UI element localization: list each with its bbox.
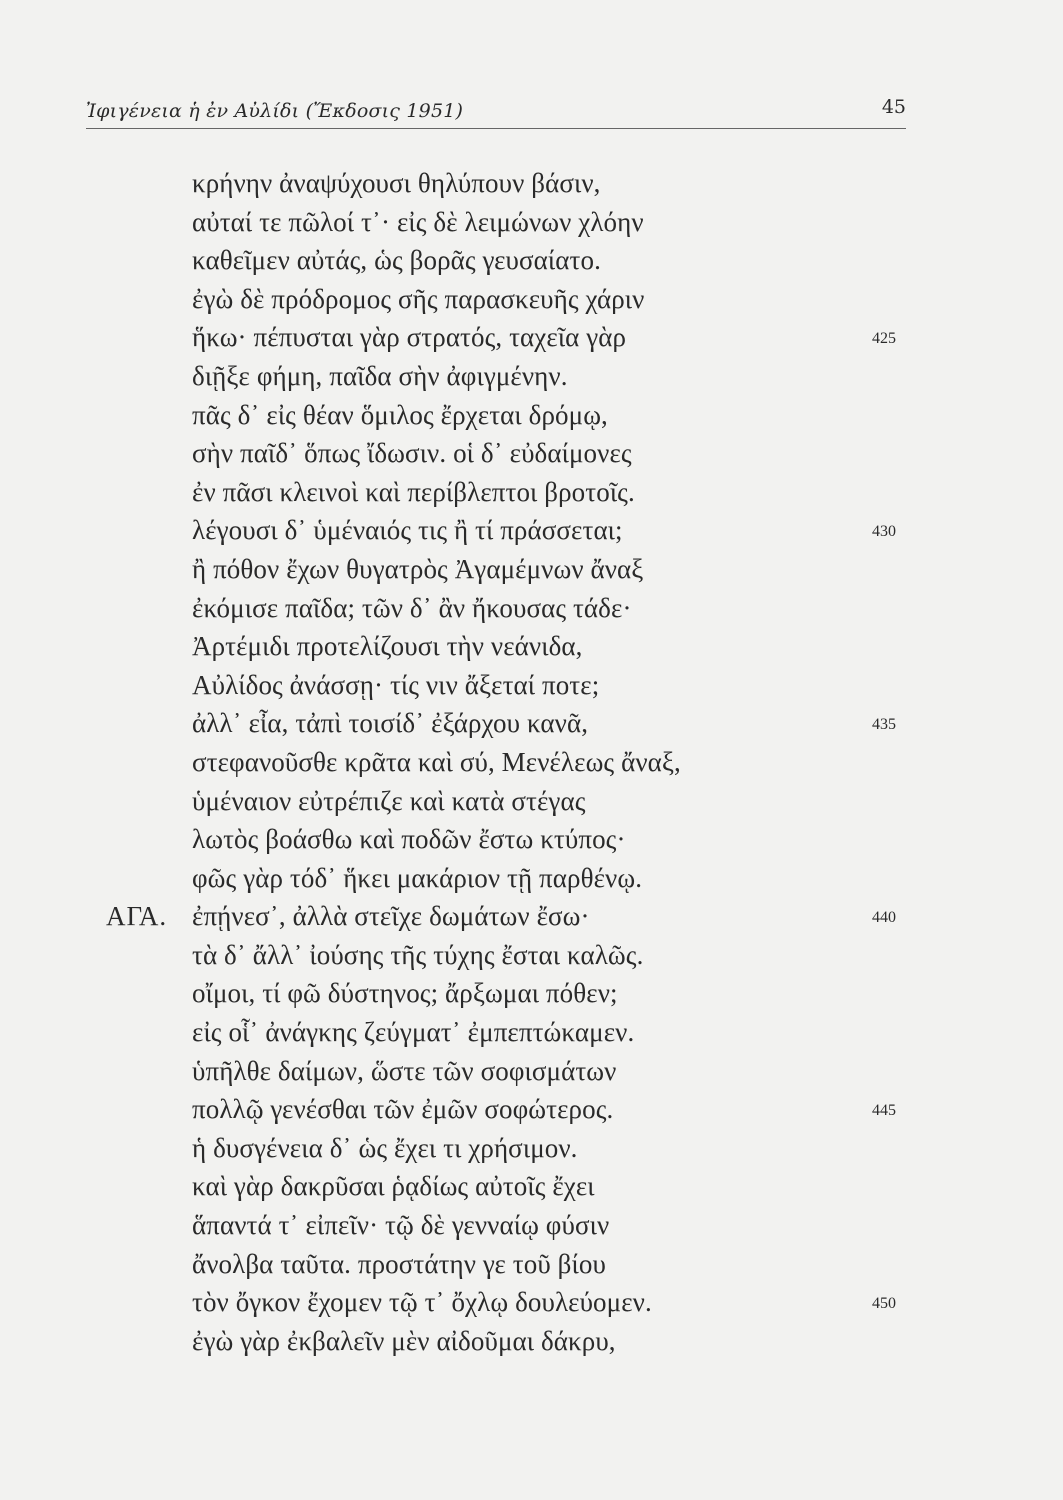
page-header: [86, 96, 906, 136]
verse-line: [0, 593, 1063, 632]
verse-line-text: οἴμοι, τί φῶ δύστηνος; ἄρξωμαι πόθεν;: [192, 978, 618, 1009]
line-number: 450: [872, 1295, 896, 1313]
verse-line: [0, 284, 1063, 323]
verse-line: [0, 1171, 1063, 1210]
verse-line: [0, 400, 1063, 439]
verse-line: [0, 515, 1063, 554]
verse-line: [0, 708, 1063, 747]
verse-line: [0, 863, 1063, 902]
speaker-label: ΑΓΑ.: [106, 901, 168, 932]
verse-line-text: τὰ δ᾽ ἄλλ᾽ ἰούσης τῆς τύχης ἔσται καλῶς.: [192, 939, 644, 970]
verse-line: [0, 1326, 1063, 1365]
verse-line-text: ἐγὼ δὲ πρόδρομος σῆς παρασκευῆς χάριν: [192, 283, 645, 314]
verse-line: [0, 978, 1063, 1017]
line-number: 435: [872, 716, 896, 734]
verse-line-text: τὸν ὄγκον ἔχομεν τῷ τ᾽ ὄχλῳ δουλεύομεν.: [192, 1287, 652, 1318]
verse-line-text: καθεῖμεν αὐτάς, ὡς βορᾶς γευσαίατο.: [192, 245, 601, 276]
line-number: 430: [872, 523, 896, 541]
verse-line-text: σὴν παῖδ᾽ ὅπως ἴδωσιν. οἱ δ᾽ εὐδαίμονες: [192, 438, 632, 469]
verse-line-text: ἐπῄνεσ᾽, ἀλλὰ στεῖχε δωμάτων ἔσω·: [192, 901, 590, 932]
verse-line-text: ἀλλ᾽ εἶα, τἀπὶ τοισίδ᾽ ἐξάρχου κανᾶ,: [192, 708, 589, 739]
verse-line-text: λέγουσι δ᾽ ὑμέναιός τις ἢ τί πράσσεται;: [192, 515, 623, 546]
verse-line-text: ὑπῆλθε δαίμων, ὥστε τῶν σοφισμάτων: [192, 1055, 617, 1086]
verse-line-text: λωτὸς βοάσθω καὶ ποδῶν ἔστω κτύπος·: [192, 824, 626, 855]
verse-line-text: αὐταί τε πῶλοί τ᾽· εἰς δὲ λειμώνων χλόην: [192, 206, 644, 237]
verse-line-text: ἄνολβα ταῦτα. προστάτην γε τοῦ βίου: [192, 1248, 606, 1279]
verse-line-text: διῇξε φήμη, παῖδα σὴν ἀφιγμένην.: [192, 360, 568, 391]
verse-line: [0, 824, 1063, 863]
verse-line: [0, 438, 1063, 477]
running-title: Ἰφιγένεια ἡ ἐν Αὐλίδι (Ἔκδοσις 1951): [86, 100, 464, 122]
verse-line-text: Αὐλίδος ἀνάσσῃ· τίς νιν ἄξεταί ποτε;: [192, 669, 600, 700]
verse-line: [0, 631, 1063, 670]
verse-line: [0, 940, 1063, 979]
verse-line-text: ἅπαντά τ᾽ εἰπεῖν· τῷ δὲ γενναίῳ φύσιν: [192, 1210, 610, 1241]
verse-line: [0, 1210, 1063, 1249]
verse-line: [0, 1056, 1063, 1095]
verse-line: [0, 786, 1063, 825]
verse-line-text: ὑμέναιον εὐτρέπιζε καὶ κατὰ στέγας: [192, 785, 586, 816]
verse-line-text: φῶς γὰρ τόδ᾽ ἥκει μακάριον τῇ παρθένῳ.: [192, 862, 643, 893]
header-rule: [86, 128, 906, 129]
line-number: 425: [872, 330, 896, 348]
verse-line: [0, 747, 1063, 786]
verse-line-text: κρήνην ἀναψύχουσι θηλύπουν βάσιν,: [192, 168, 601, 198]
verse-line-text: ἐκόμισε παῖδα; τῶν δ᾽ ἂν ἤκουσας τάδε·: [192, 592, 632, 623]
verse-line-text: ἥκω· πέπυσται γὰρ στρατός, ταχεῖα γὰρ: [192, 322, 627, 353]
verse-line-text: καὶ γὰρ δακρῦσαι ῥᾳδίως αὐτοῖς ἔχει: [192, 1171, 595, 1202]
verse-line-text: ἢ πόθον ἔχων θυγατρὸς Ἀγαμέμνων ἄναξ: [192, 553, 644, 584]
verse-line: [0, 1133, 1063, 1172]
verse-line-text: ἐν πᾶσι κλεινοὶ καὶ περίβλεπτοι βροτοῖς.: [192, 476, 635, 507]
verse-line: [0, 168, 1063, 207]
verse-line-text: Ἀρτέμιδι προτελίζουσι τὴν νεάνιδα,: [192, 631, 583, 662]
verse-line: [0, 1287, 1063, 1326]
verse-line-text: πᾶς δ᾽ εἰς θέαν ὅμιλος ἔρχεται δρόμῳ,: [192, 399, 608, 430]
line-number: 445: [872, 1102, 896, 1120]
verse-line: [0, 901, 1063, 940]
verse-line-text: ἡ δυσγένεια δ᾽ ὡς ἔχει τι χρήσιμον.: [192, 1132, 578, 1163]
verse-line: [0, 322, 1063, 361]
verse-line-text: πολλῷ γενέσθαι τῶν ἐμῶν σοφώτερος.: [192, 1094, 614, 1125]
verse-text: [0, 168, 1063, 1364]
verse-line: [0, 245, 1063, 284]
verse-line: [0, 1017, 1063, 1056]
verse-line: [0, 207, 1063, 246]
verse-line-text: ἐγὼ γὰρ ἐκβαλεῖν μὲν αἰδοῦμαι δάκρυ,: [192, 1325, 616, 1356]
verse-line-text: στεφανοῦσθε κρᾶτα καὶ σύ, Μενέλεως ἄναξ,: [192, 746, 681, 777]
verse-line: [0, 554, 1063, 593]
page-number: 45: [881, 96, 906, 118]
verse-line: [0, 1094, 1063, 1133]
verse-line: [0, 1249, 1063, 1288]
line-number: 440: [872, 909, 896, 927]
verse-line-text: εἰς οἷ᾽ ἀνάγκης ζεύγματ᾽ ἐμπεπτώκαμεν.: [192, 1017, 635, 1048]
verse-line: [0, 670, 1063, 709]
verse-line: [0, 477, 1063, 516]
verse-line: [0, 361, 1063, 400]
